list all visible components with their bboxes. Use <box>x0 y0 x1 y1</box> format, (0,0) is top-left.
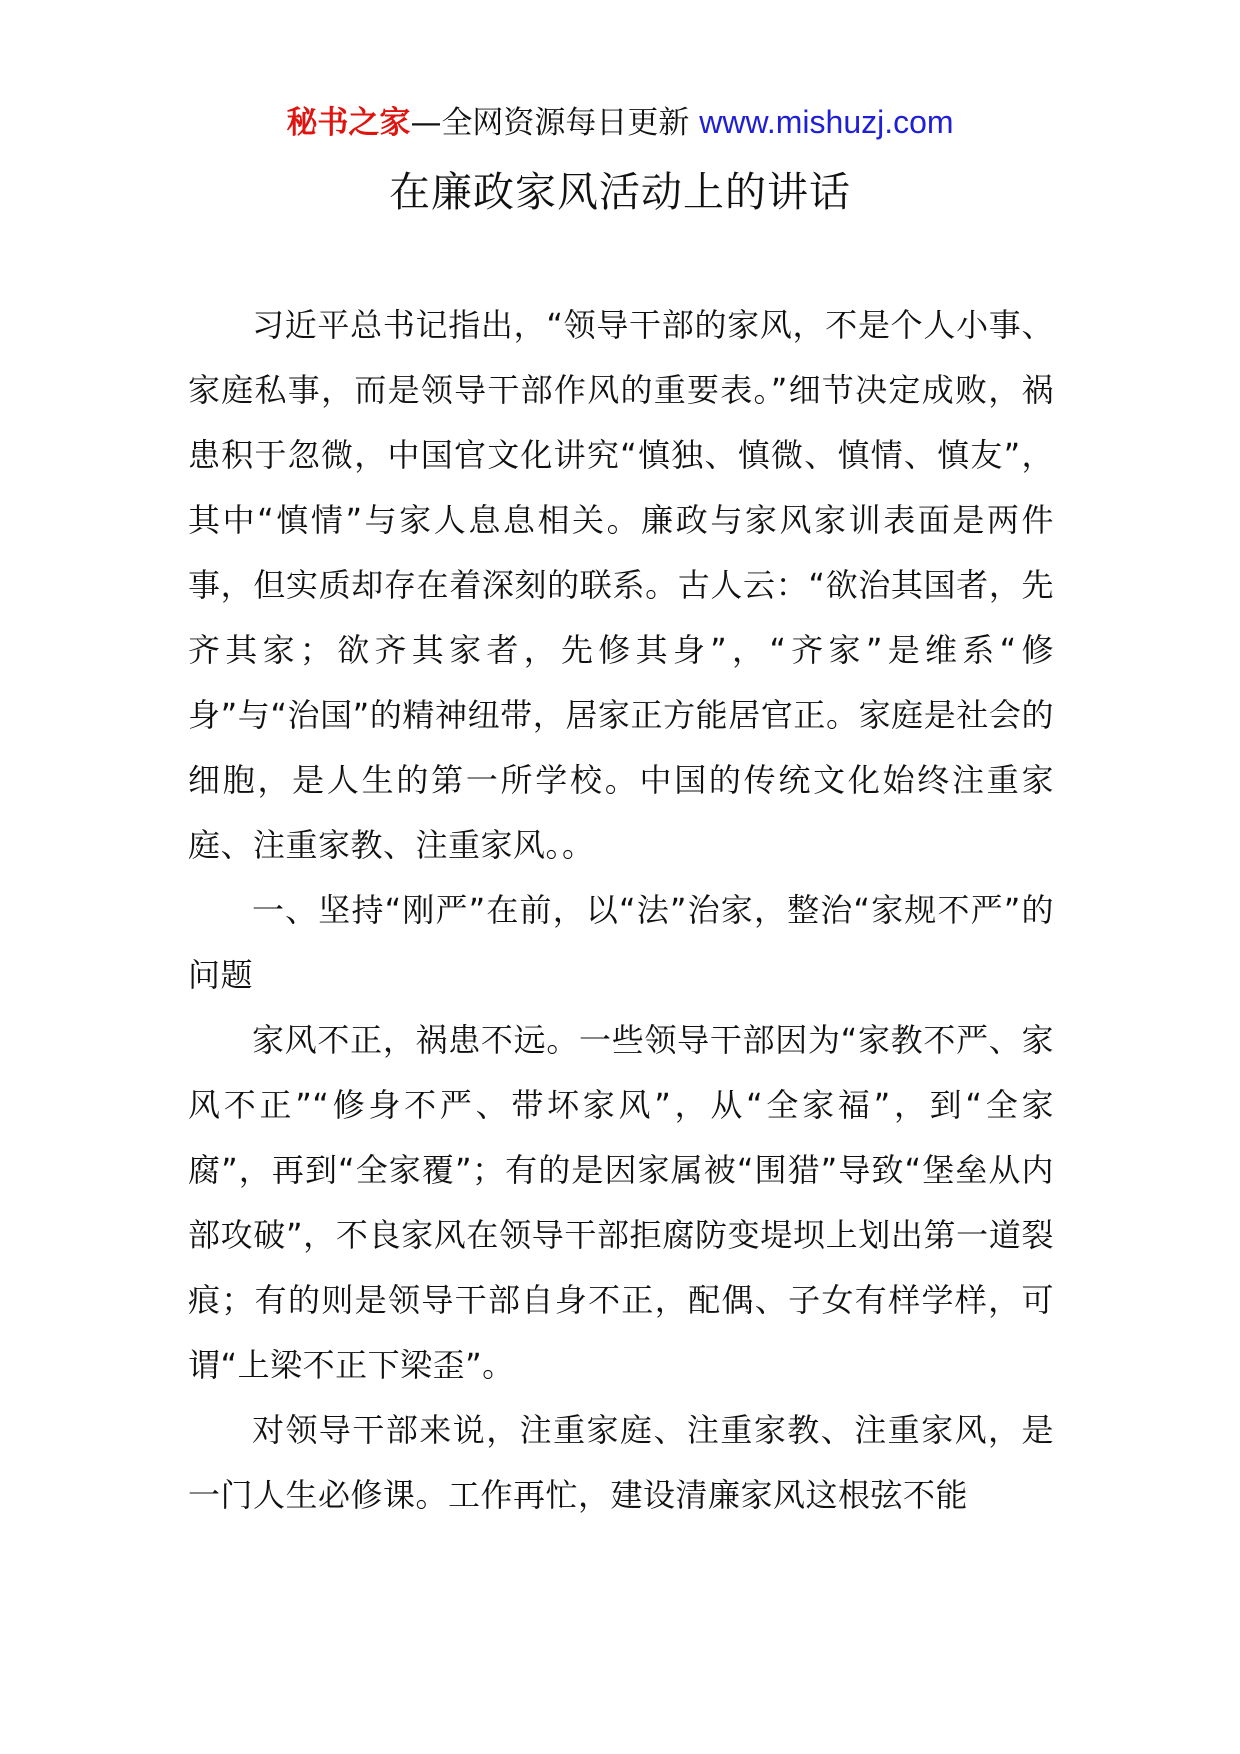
section-heading-1: 一、坚持“刚严”在前，以“法”治家，整治“家规不严”的问题 <box>188 891 1054 994</box>
document-title: 在廉政家风活动上的讲话 <box>389 168 851 216</box>
site-url-link[interactable]: www.mishuzj.com <box>699 104 954 140</box>
paragraph-family-style: 家风不正，祸患不远。一些领导干部因为“家教不严、家风不正”“修身不严、带坏家风”，从“全家福”，到“全家腐”，再到“全家覆”；有的是因家属被“围猎”导致“堡垒从内部攻破”，不良家风在领导干部拒腐防变堤坝上划出第一道裂痕；有的则是领导干部自身不正，配偶、子女有样学样，可谓“上梁不正下梁歪”。 <box>188 1021 1054 1384</box>
document-body <box>188 293 1054 1528</box>
site-brand: 秘书之家 <box>286 105 411 141</box>
site-header <box>0 100 1240 145</box>
site-tagline: —全网资源每日更新 <box>410 105 700 141</box>
paragraph-leaders: 对领导干部来说，注重家庭、注重家教、注重家风，是一门人生必修课。工作再忙，建设清廉家风这根弦不能 <box>188 1411 1054 1514</box>
paragraph-intro: 习近平总书记指出，“领导干部的家风，不是个人小事、家庭私事，而是领导干部作风的重要表。”细节决定成败，祸患积于忽微，中国官文化讲究“慎独、慎微、慎情、慎友”，其中“慎情”与家人息息相关。廉政与家风家训表面是两件事，但实质却存在着深刻的联系。古人云：“欲治其国者，先齐其家；欲齐其家者，先修其身”，“齐家”是维系“修身”与“治国”的精神纽带，居家正方能居官正。家庭是社会的细胞，是人生的第一所学校。中国的传统文化始终注重家庭、注重家教、注重家风。。 <box>188 306 1054 864</box>
